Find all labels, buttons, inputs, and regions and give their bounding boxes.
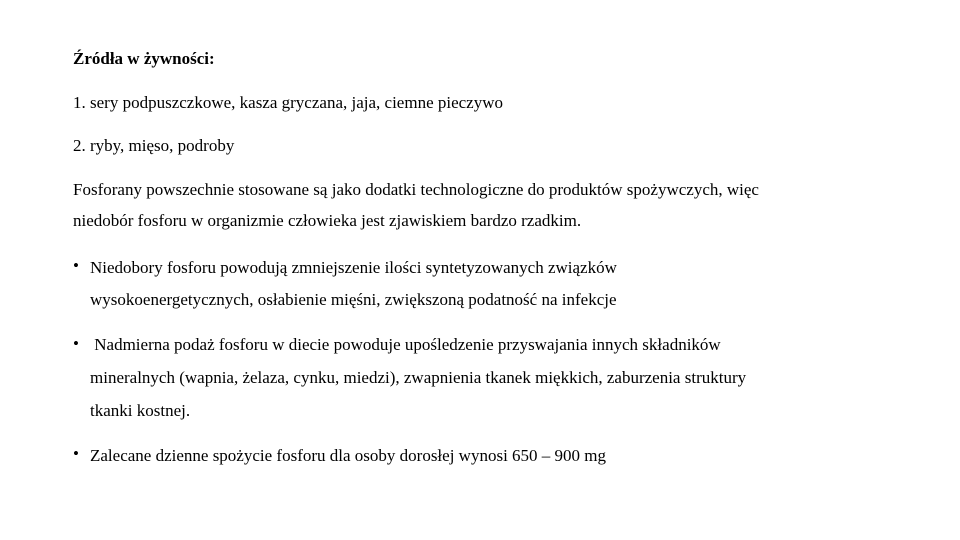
bullet-marker-1: • bbox=[73, 256, 79, 275]
paragraph-line-1: Fosforany powszechnie stosowane są jako dodatki technologiczne do produktów spożywczych, więc bbox=[73, 180, 759, 199]
bullet-marker-3: • bbox=[73, 444, 79, 463]
bullet-marker-2: • bbox=[73, 334, 79, 353]
bullet-2-line-3: tkanki kostnej. bbox=[90, 401, 191, 420]
source-item-1: 1. sery podpuszczkowe, kasza gryczana, jaja, ciemne pieczywo bbox=[73, 93, 503, 112]
bullet-1-line-1: Niedobory fosforu powodują zmniejszenie ilości syntetyzowanych związków bbox=[90, 258, 617, 277]
source-item-2: 2. ryby, mięso, podroby bbox=[73, 136, 235, 155]
bullet-2-line-2: mineralnych (wapnia, żelaza, cynku, miedzi), zwapnienia tkanek miękkich, zaburzenia struktury bbox=[90, 368, 747, 387]
paragraph-line-2: niedobór fosforu w organizmie człowieka jest zjawiskiem bardzo rzadkim. bbox=[73, 211, 582, 230]
bullet-1-line-2: wysokoenergetycznych, osłabienie mięśni, zwiększoną podatność na infekcje bbox=[90, 290, 617, 309]
bullet-2-line-1: Nadmierna podaż fosforu w diecie powoduje upośledzenie przyswajania innych składników bbox=[90, 335, 721, 354]
bullet-3-line-1: Zalecane dzienne spożycie fosforu dla osoby dorosłej wynosi 650 – 900 mg bbox=[90, 446, 607, 465]
sources-heading: Źródła w żywności: bbox=[73, 49, 215, 68]
